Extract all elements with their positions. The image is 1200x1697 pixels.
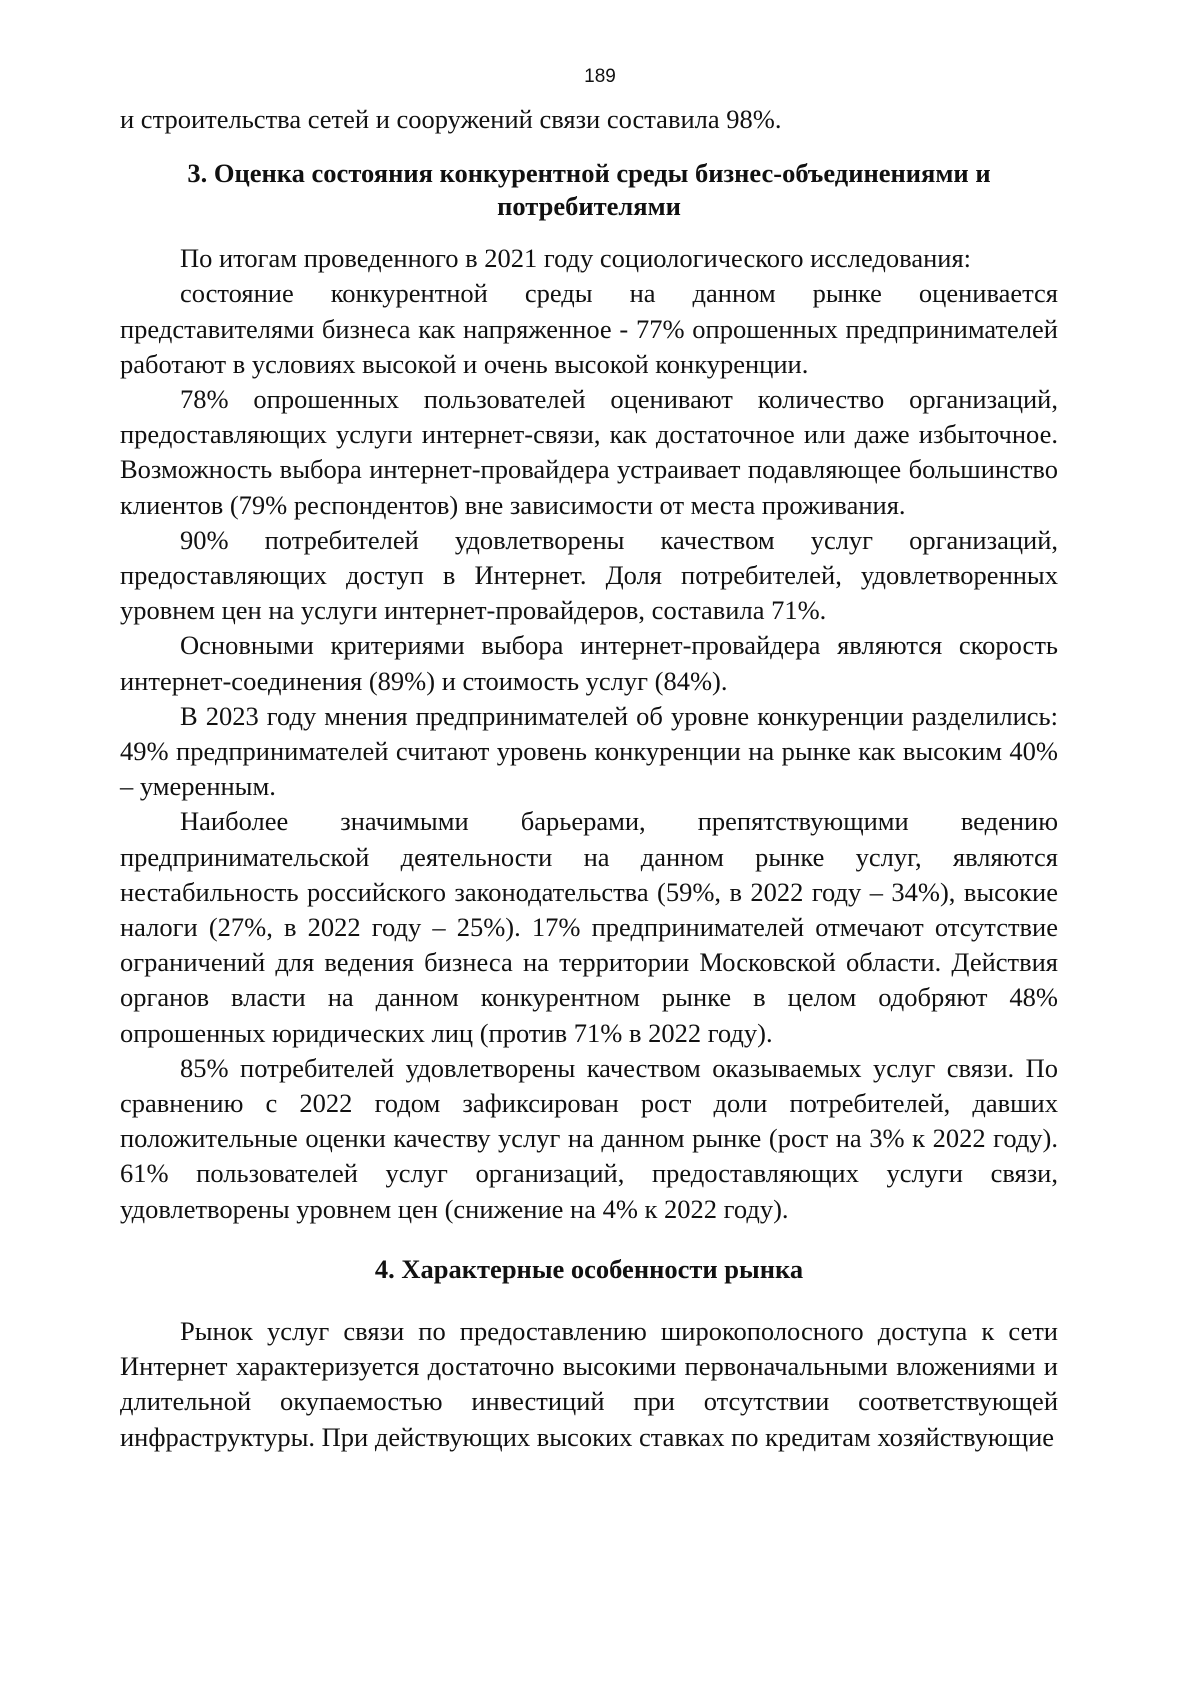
paragraph: 90% потребителей удовлетворены качеством услуг организаций, предоставляющих доступ в Интернет. Доля потребителей, удовлетворенных уровнем цен на услуги интернет-провайдеров, составила 71%. (120, 524, 1058, 626)
paragraph: 78% опрошенных пользователей оценивают количество организаций, предоставляющих услуги интернет-связи, как достаточное или даже избыточное. Возможность выбора интернет-провайдера устраивает подавляющее большинство клиентов (79% респондентов) вне зависимости от места проживания. (120, 384, 1058, 520)
section-4-heading: 4. Характерные особенности рынка (374, 1253, 804, 1284)
page-number: 189 (584, 66, 616, 87)
paragraph: По итогам проведенного в 2021 году социологического исследования: (180, 243, 972, 274)
paragraph: состояние конкурентной среды на данном рынке оценивается представителями бизнеса как напряженное - 77% опрошенных предпринимателей работают в условиях высокой и очень высокой конкуренции. (120, 278, 1058, 379)
section-3-heading: 3. Оценка состояния конкурентной среды бизнес-объединениями и потребителями (187, 158, 991, 222)
paragraph-continuation: и строительства сетей и сооружений связи составила 98%. (120, 104, 782, 134)
paragraph: Рынок услуг связи по предоставлению широкополосного доступа к сети Интернет характеризуется достаточно высокими первоначальными вложениями и длительной окупаемостью инвестиций при отсутствии соответствующей инфраструктуры. При действующих высоких ставках по кредитам хозяйствующие (120, 1315, 1058, 1452)
paragraph: Основными критериями выбора интернет-провайдера являются скорость интернет-соединения (89%) и стоимость услуг (84%). (120, 630, 1058, 696)
paragraph: 85% потребителей удовлетворены качеством оказываемых услуг связи. По сравнению с 2022 годом зафиксирован рост доли потребителей, давших положительные оценки качеству услуг на данном рынке (рост на 3% к 2022 году). 61% пользователей услуг организаций, предоставляющих услуги связи, удовлетворены уровнем цен (снижение на 4% к 2022 году). (120, 1052, 1058, 1224)
document-body (120, 102, 1058, 1455)
paragraph: В 2023 году мнения предпринимателей об уровне конкуренции разделились: 49% предпринимателей считают уровень конкуренции на рынке как высоким 40% – умеренным. (120, 700, 1058, 802)
paragraph: Наиболее значимыми барьерами, препятствующими ведению предпринимательской деятельности на данном рынке услуг, являются нестабильность российского законодательства (59%, в 2022 году – 34%), высокие налоги (27%, в 2022 году – 25%). 17% предпринимателей отмечают отсутствие ограничений для ведения бизнеса на территории Московской области. Действия органов власти на данном конкурентном рынке в целом одобряют 48% опрошенных юридических лиц (против 71% в 2022 году). (120, 806, 1058, 1048)
